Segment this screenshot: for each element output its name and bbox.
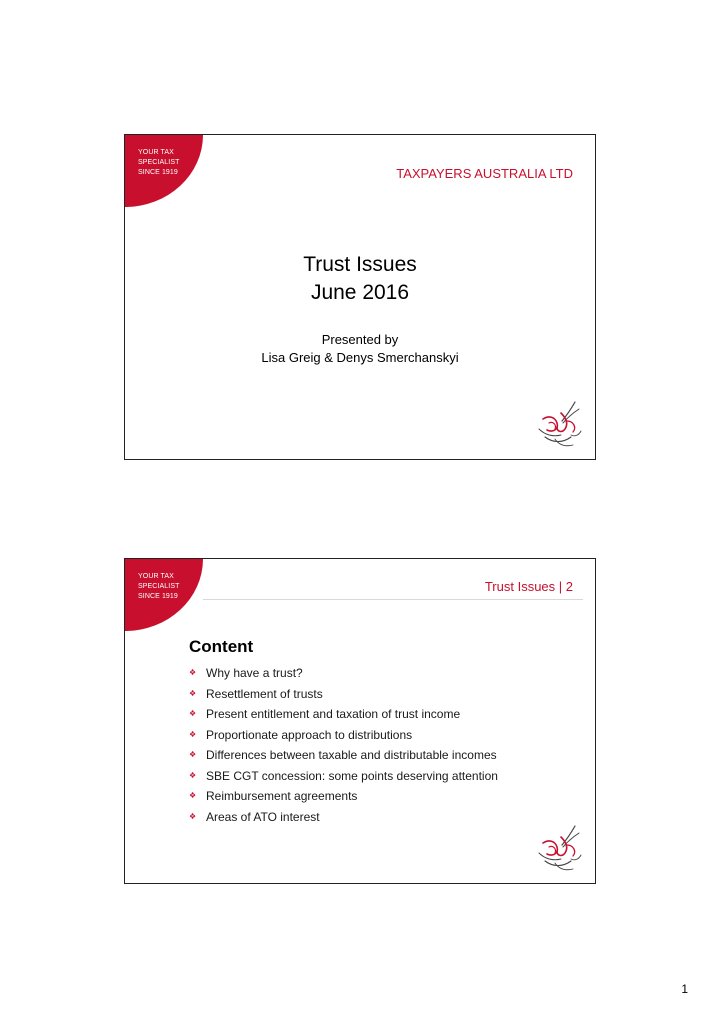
- list-item: [189, 786, 498, 807]
- diamond-bullet-icon: ❖: [189, 688, 197, 698]
- content-list: [189, 663, 498, 827]
- list-item-text: Proportionate approach to distributions: [206, 727, 413, 742]
- diamond-bullet-icon: ❖: [189, 770, 197, 780]
- diamond-bullet-icon: ❖: [189, 729, 197, 739]
- list-item-text: Reimbursement agreements: [206, 789, 358, 803]
- content-heading: Content: [189, 637, 254, 656]
- slide-2: [124, 558, 596, 884]
- list-item: [189, 663, 498, 684]
- tagline-line-3: SINCE 1919: [138, 169, 178, 176]
- company-name: TAXPAYERS AUSTRALIA LTD: [396, 166, 573, 181]
- list-item: [189, 766, 498, 787]
- slide-header-title: Trust Issues | 2: [484, 579, 573, 594]
- taxpayers-logo-icon: [535, 399, 583, 451]
- tagline-line-1: YOUR TAX: [138, 149, 174, 156]
- title-line-2: June 2016: [310, 281, 410, 304]
- presenter-names: Lisa Greig & Denys Smerchanskyi: [261, 350, 459, 365]
- list-item-text: Resettlement of trusts: [206, 686, 323, 701]
- list-item: [189, 807, 498, 828]
- diamond-bullet-icon: ❖: [189, 668, 197, 678]
- slide-1: [124, 134, 596, 460]
- list-item-text: Present entitlement and taxation of trust income: [206, 707, 461, 721]
- title-line-1: Trust Issues: [303, 253, 417, 276]
- list-item: [189, 745, 498, 766]
- list-item-text: SBE CGT concession: some points deserving attention: [206, 768, 498, 783]
- list-item-text: Differences between taxable and distributable incomes: [206, 748, 497, 762]
- tagline-line-3: SINCE 1919: [138, 593, 178, 600]
- presented-by-label: Presented by: [321, 332, 399, 347]
- list-item: [189, 684, 498, 705]
- list-item: [189, 725, 498, 746]
- brand-tagline: [138, 572, 179, 602]
- tagline-line-1: YOUR TAX: [138, 573, 174, 580]
- presenters: [125, 331, 595, 367]
- diamond-bullet-icon: ❖: [189, 811, 197, 821]
- taxpayers-logo-icon: [535, 823, 583, 875]
- slide-title: [125, 251, 595, 307]
- diamond-bullet-icon: ❖: [189, 791, 197, 801]
- diamond-bullet-icon: ❖: [189, 750, 197, 760]
- page-number: 1: [681, 982, 688, 996]
- header-divider: [203, 599, 583, 600]
- tagline-line-2: SPECIALIST: [138, 159, 180, 166]
- diamond-bullet-icon: ❖: [189, 709, 197, 719]
- list-item-text: Areas of ATO interest: [206, 809, 320, 824]
- brand-tagline: [138, 148, 179, 178]
- list-item: [189, 704, 498, 725]
- tagline-line-2: SPECIALIST: [138, 583, 180, 590]
- list-item-text: Why have a trust?: [206, 666, 303, 680]
